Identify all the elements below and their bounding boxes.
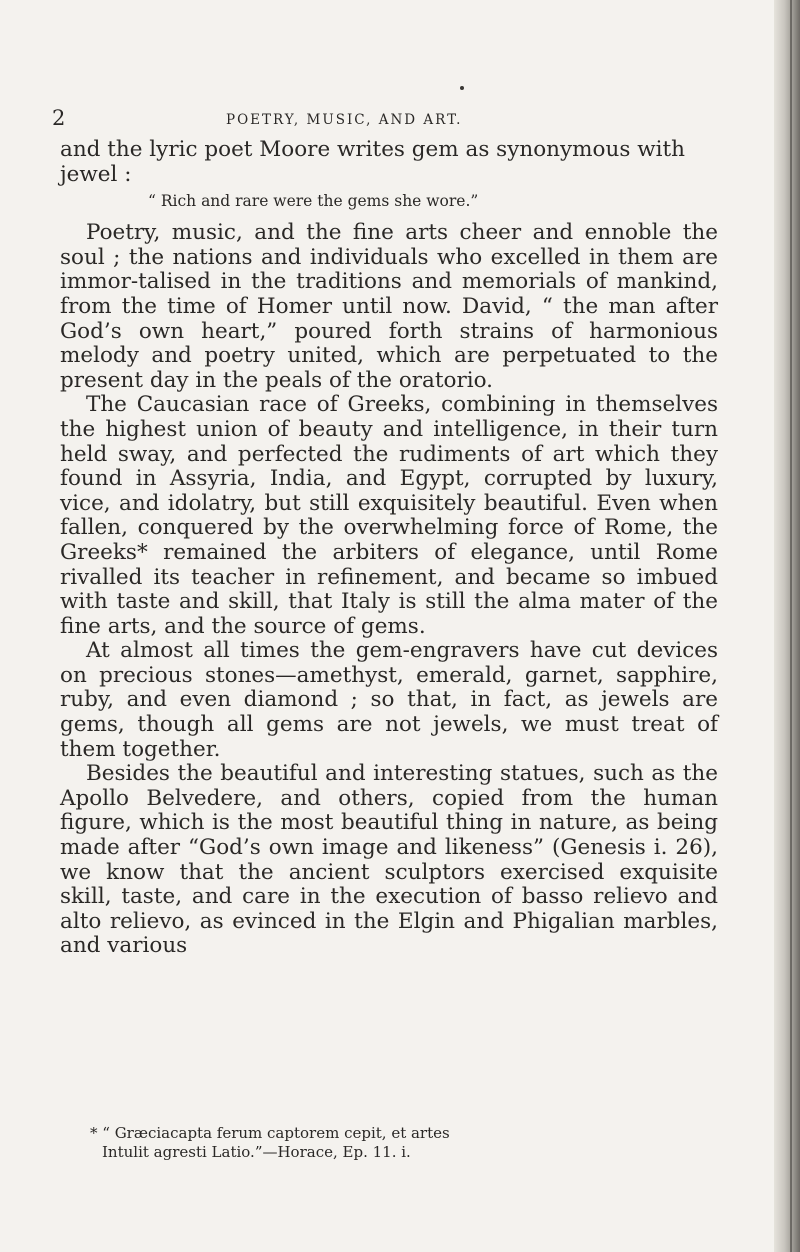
paragraph-4: At almost all times the gem-engravers have cut devices on precious stones—amethyst, emerald, garnet, sapphire, ruby, and even diamond ; so that, in fact, as jewels are gems, though all gems are not jewels, we must treat of them together. (60, 638, 718, 762)
book-spine-shadow (774, 0, 800, 1252)
ink-speck (460, 86, 464, 90)
footnote-line-1: * “ Græciacapta ferum captorem cepit, et artes (90, 1124, 450, 1142)
spine-edge-line (790, 0, 792, 1252)
page-body (60, 138, 718, 959)
paragraph-2: Poetry, music, and the fine arts cheer and ennoble the soul ; the nations and individuals who excelled in them are immor-talised in the traditions and memorials of mankind, from the time of Homer until now. David, “ the man after God’s own heart,” poured forth strains of harmonious melody and poetry united, which are perpetuated to the present day in the peals of the oratorio. (60, 220, 718, 393)
paragraph-1: and the lyric poet Moore writes gem as synonymous with jewel : (60, 137, 685, 187)
running-head: POETRY, MUSIC, AND ART. (226, 112, 463, 128)
footnote (90, 1124, 710, 1162)
paragraph-5: Besides the beautiful and interesting statues, such as the Apollo Belvedere, and others, copied from the human figure, which is the most beautiful thing in nature, as being made after “God’s own image and likeness” (Genesis i. 26), we know that the ancient sculptors exercised exquisite skill, taste, and care in the execution of basso relievo and alto relievo, as evinced in the Elgin and Phigalian marbles, and various (60, 761, 718, 959)
footnote-line-2: Intulit agresti Latio.”—Horace, Ep. 11. i. (102, 1143, 411, 1161)
quotation: “ Rich and rare were the gems she wore.” (148, 192, 479, 211)
page-number: 2 (52, 106, 66, 130)
paragraph-3: The Caucasian race of Greeks, combining in themselves the highest union of beauty and intelligence, in their turn held sway, and perfected the rudiments of art which they found in Assyria, India, and Egypt, corrupted by luxury, vice, and idolatry, but still exquisitely beautiful. Even when fallen, conquered by the overwhelming force of Rome, the Greeks* remained the arbiters of elegance, until Rome rivalled its teacher in refinement, and became so imbued with taste and skill, that Italy is still the alma mater of the fine arts, and the source of gems. (60, 392, 718, 639)
